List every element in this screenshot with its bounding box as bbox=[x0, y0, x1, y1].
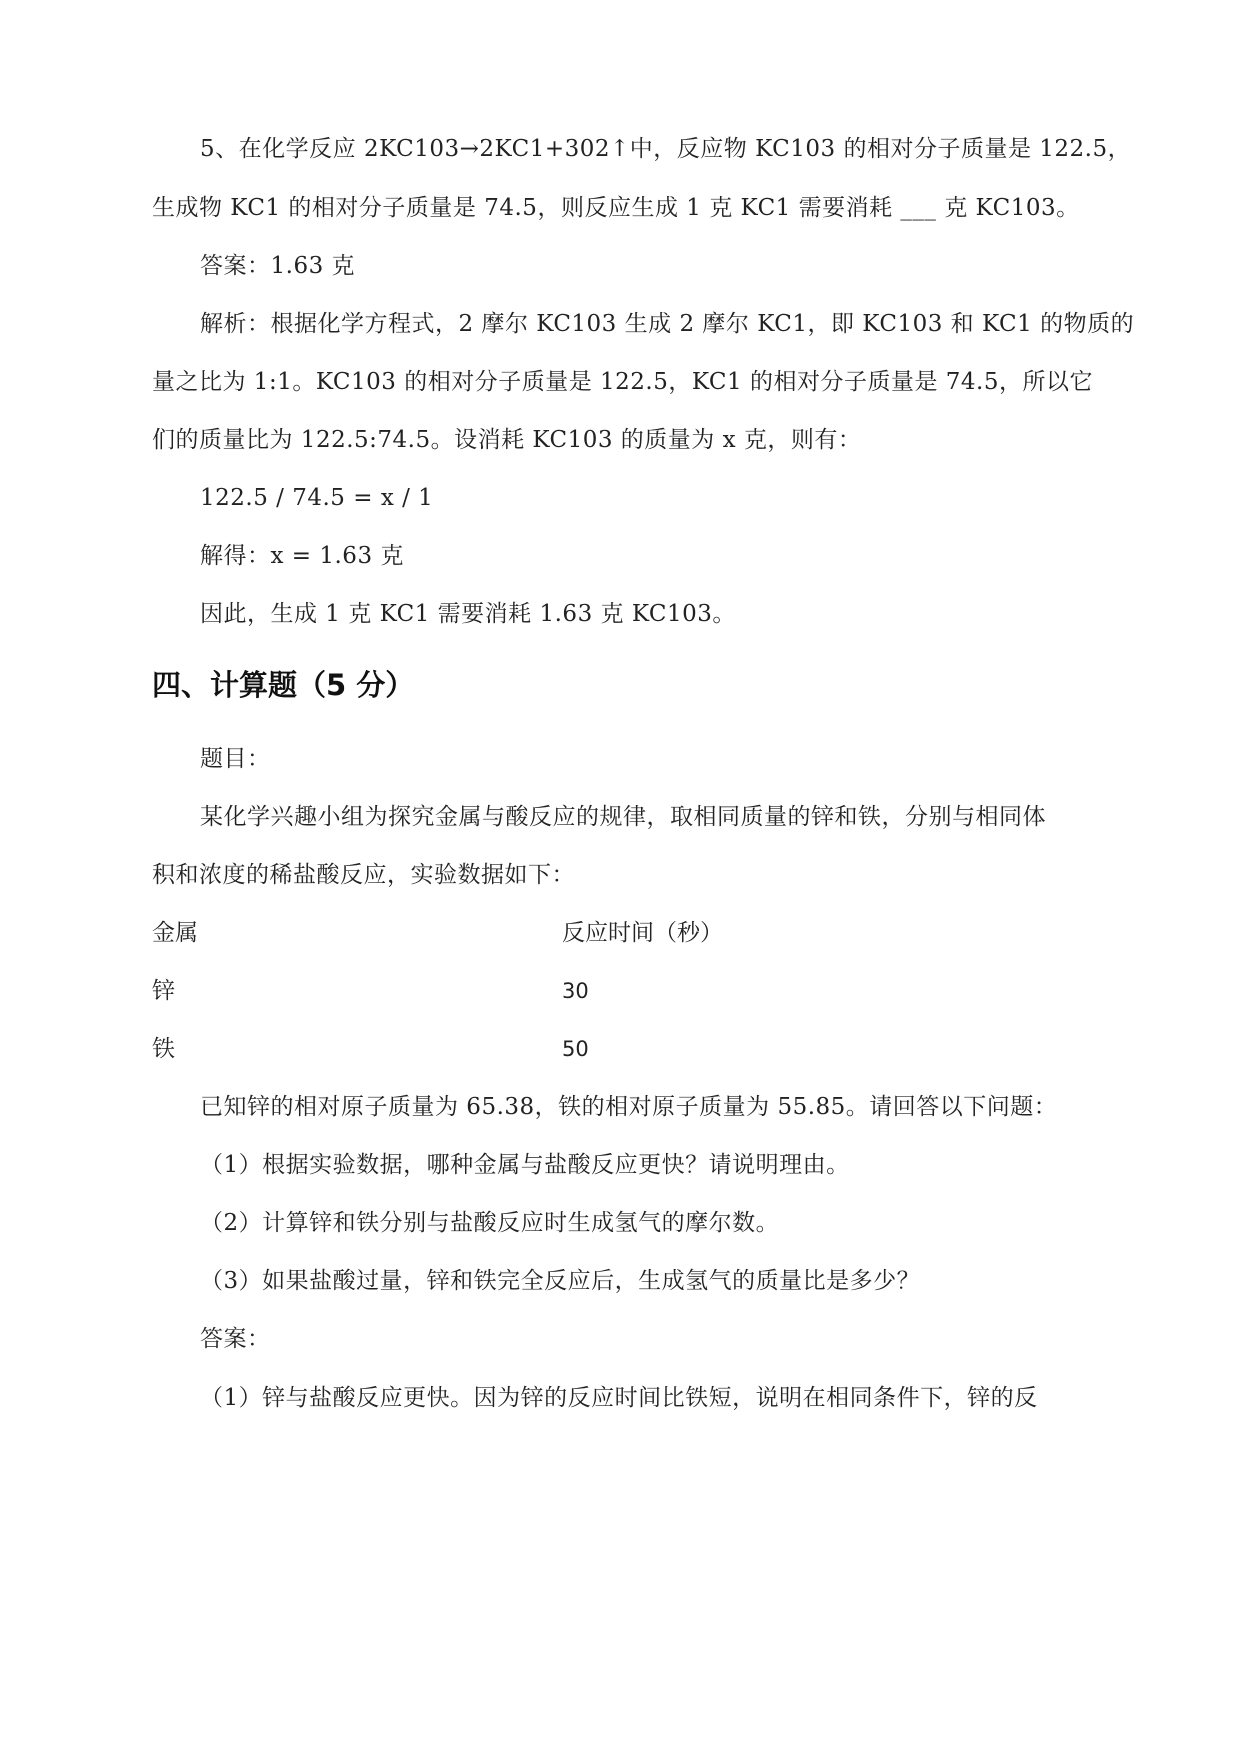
question5-analysis-line1: 解析：根据化学方程式，2 摩尔 KC103 生成 2 摩尔 KC1，即 KC103 和 KC1 的物质的 bbox=[200, 311, 1135, 337]
table-header-metal: 金属 bbox=[152, 920, 198, 946]
known-values: 已知锌的相对原子质量为 65.38，铁的相对原子质量为 55.85。请回答以下问题： bbox=[200, 1094, 1058, 1120]
question5-solve: 解得：x = 1.63 克 bbox=[200, 543, 404, 569]
question5-line2: 生成物 KC1 的相对分子质量是 74.5，则反应生成 1 克 KC1 需要消耗 ___ 克 KC103。 bbox=[152, 195, 1080, 221]
question5-analysis-line3: 们的质量比为 122.5:74.5。设消耗 KC103 的质量为 x 克，则有： bbox=[152, 427, 862, 453]
question-1: （1）根据实验数据，哪种金属与盐酸反应更快？请说明理由。 bbox=[200, 1152, 850, 1178]
question5-equation: 122.5 / 74.5 = x / 1 bbox=[200, 485, 434, 511]
section4-heading: 四、计算题（5 分） bbox=[152, 668, 415, 702]
table-cell-metal: 铁 bbox=[152, 1036, 175, 1062]
table-cell-metal: 锌 bbox=[152, 978, 175, 1004]
question5-analysis-line2: 量之比为 1:1。KC103 的相对分子质量是 122.5，KC1 的相对分子质量是 74.5，所以它 bbox=[152, 369, 1093, 395]
table-header-time: 反应时间（秒） bbox=[562, 920, 723, 946]
table-cell-time: 30 bbox=[562, 979, 589, 1003]
answer-label: 答案： bbox=[200, 1326, 271, 1352]
topic-label: 题目： bbox=[200, 746, 271, 772]
answer-1-line1: （1）锌与盐酸反应更快。因为锌的反应时间比铁短，说明在相同条件下，锌的反 bbox=[200, 1385, 1038, 1411]
table-cell-time: 50 bbox=[562, 1037, 589, 1061]
question5-conclusion: 因此，生成 1 克 KC1 需要消耗 1.63 克 KC103。 bbox=[200, 601, 736, 627]
question5-answer: 答案：1.63 克 bbox=[200, 253, 356, 279]
intro-line2: 积和浓度的稀盐酸反应，实验数据如下： bbox=[152, 862, 575, 888]
intro-line1: 某化学兴趣小组为探究金属与酸反应的规律，取相同质量的锌和铁，分别与相同体 bbox=[200, 804, 1046, 830]
question-2: （2）计算锌和铁分别与盐酸反应时生成氢气的摩尔数。 bbox=[200, 1210, 780, 1236]
question5-line1: 5、在化学反应 2KC103→2KC1+302↑中，反应物 KC103 的相对分子质量是 122.5， bbox=[200, 136, 1132, 162]
question-3: （3）如果盐酸过量，锌和铁完全反应后，生成氢气的质量比是多少？ bbox=[200, 1268, 921, 1294]
